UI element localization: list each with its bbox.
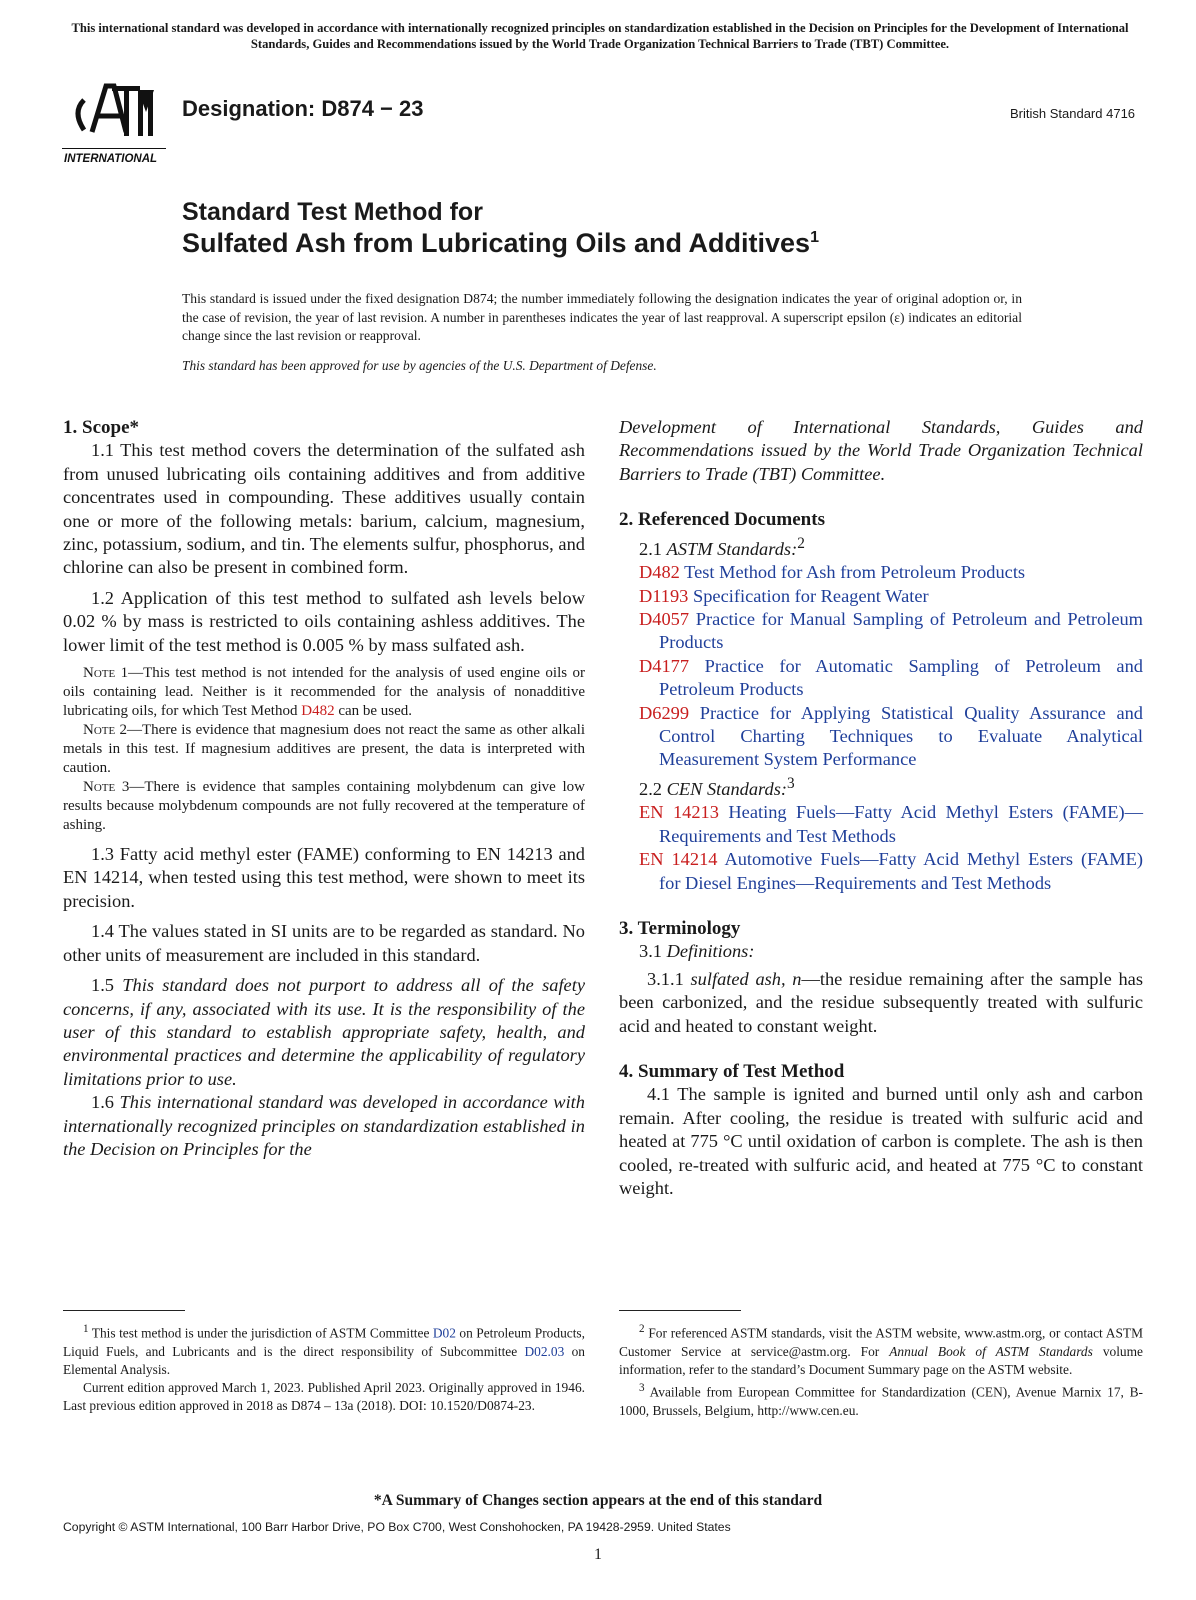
ref-item[interactable]: [639, 608, 1143, 655]
logo-text: INTERNATIONAL: [64, 153, 158, 165]
para-1-6: [63, 1091, 585, 1161]
note-3: [63, 778, 585, 835]
note-1-text-b: can be used.: [334, 703, 413, 720]
cen-ref-code[interactable]: EN 14213: [639, 802, 719, 823]
note-2-label: Note 2: [83, 722, 128, 739]
ref-code[interactable]: D482: [639, 562, 680, 583]
astm-logo: [62, 72, 172, 167]
page-number: 1: [594, 1546, 602, 1563]
subcommittee-link[interactable]: D02.03: [524, 1343, 565, 1359]
issued-text: This standard is issued under the fixed designation D874; the number immediately following the designation indicates the year of original adoption or, in the case of revision, the year of last revision. A number in parentheses indicates the year of last reapproval. A superscript epsilon (ε) indicates an editorial change since the last revision or reapproval.: [182, 291, 1022, 343]
definitions-num: 3.1: [639, 941, 667, 962]
footnote-2-mark: 2: [639, 1323, 645, 1335]
ref-code[interactable]: D6299: [639, 702, 690, 723]
para-4-1: 4.1 The sample is ignited and burned until only ash and carbon remain. After cooling, the residue is treated with sulfuric acid and heated at 775 °C until oxidation of carbon is complete. The ash is then cooled, re-treated with sulfuric acid, and heated at 775 °C to constant weight.: [619, 1084, 1143, 1199]
summary-heading: 4. Summary of Test Method: [619, 1061, 845, 1082]
astm-label-text: ASTM Standards:: [666, 538, 798, 559]
para-1-6-continued: Development of International Standards, Guides and Recommendations issued by the World Trade Organization Technical Barriers to Trade (TBT) Committee.: [619, 417, 1143, 484]
footnote-3-text: Available from European Committee for Standardization (CEN), Avenue Marnix 17, B-1000, Brussels, Belgium, http://www.cen.eu.: [619, 1384, 1143, 1418]
footnotes-right: [619, 1320, 1143, 1420]
astm-standards-label: [619, 532, 1143, 562]
title-footnote-mark: 1: [810, 229, 819, 246]
ref-title[interactable]: Practice for Applying Statistical Quality Assurance and Control Charting Techniques to Evaluate Analytical Measurement System Performance: [659, 702, 1143, 770]
cen-ref-item[interactable]: [639, 848, 1143, 895]
cen-label-text: CEN Standards:: [666, 778, 787, 799]
ref-item[interactable]: [639, 655, 1143, 702]
summary-of-changes-note: *A Summary of Changes section appears at the end of this standard: [373, 1492, 823, 1509]
terminology-heading: 3. Terminology: [619, 917, 741, 939]
left-column: [63, 416, 585, 1168]
title-text: Sulfated Ash from Lubricating Oils and Additives: [182, 228, 811, 258]
footnotes-left: [63, 1320, 585, 1415]
cen-ref-code[interactable]: EN 14214: [639, 849, 718, 870]
scope-heading: 1. Scope*: [63, 417, 139, 438]
ref-code[interactable]: D1193: [639, 585, 689, 606]
cen-ref-title[interactable]: Automotive Fuels—Fatty Acid Methyl Esters (FAME) for Diesel Engines—Requirements and Test Methods: [659, 849, 1143, 893]
para-1-3: 1.3 Fatty acid methyl ester (FAME) conforming to EN 14213 and EN 14214, when tested using this test method, were shown to meet its precision.: [63, 844, 585, 911]
astm-label-num: 2.1: [639, 538, 667, 559]
footnote-1-mark: 1: [83, 1323, 89, 1335]
definitions-label: [619, 940, 1143, 963]
copyright: Copyright © ASTM International, 100 Barr Harbor Drive, PO Box C700, West Conshohocken, PA 19428-2959. United States: [63, 1520, 731, 1534]
definition-term: sulfated ash, n: [690, 968, 802, 989]
ref-title[interactable]: Specification for Reagent Water: [693, 585, 929, 606]
astm-label-sup: 2: [797, 534, 805, 552]
note-2: [63, 721, 585, 778]
committee-link[interactable]: D02: [432, 1325, 456, 1341]
footnote-3-mark: 3: [639, 1382, 645, 1395]
para-1-4: 1.4 The values stated in SI units are to be regarded as standard. No other units of measurement are included in this standard.: [63, 921, 585, 965]
definition-text: —the residue remaining after the sample has been carbonized, and the residue subsequently treated with sulfuric acid and heated to constant weight.: [619, 968, 1143, 1036]
definition-num: 3.1.1: [647, 968, 691, 989]
designation: Designation: D874 − 23: [182, 96, 424, 121]
ref-title[interactable]: Practice for Automatic Sampling of Petroleum and Petroleum Products: [659, 655, 1143, 700]
note-1-text-a: —This test method is not intended for the analysis of used engine oils or oils containing lead. Neither is it recommended for the analysis of nonadditive lubricating oils, for which Test Method: [63, 665, 585, 720]
ref-code[interactable]: D4177: [639, 655, 690, 676]
footnote-rule-right: [619, 1310, 741, 1311]
para-1-5-text: This standard does not purport to address all of the safety concerns, if any, associated with its use. It is the responsibility of the user of this standard to establish appropriate safety, health, and environmental practices and determine the applicability of regulatory limitations prior to use.: [63, 975, 585, 1089]
ref-title[interactable]: Practice for Manual Sampling of Petroleum and Petroleum Products: [659, 608, 1143, 653]
note-1: [63, 664, 585, 721]
footnote-1-text-c: on Elemental Analysis.: [63, 1343, 585, 1377]
para-1-5: [63, 974, 585, 1091]
ref-title[interactable]: Test Method for Ash from Petroleum Products: [684, 562, 1026, 583]
cen-ref-item[interactable]: [639, 801, 1143, 848]
ref-item[interactable]: [639, 585, 1143, 608]
ref-item[interactable]: [639, 561, 1143, 584]
cen-label-sup: 3: [787, 774, 795, 792]
footnote-1: [63, 1320, 585, 1379]
note-1-ref-link[interactable]: D482: [301, 703, 335, 720]
para-1-6-text: This international standard was developed in accordance with internationally recognized principles on standardization established in the Decision on Principles for the: [63, 1092, 585, 1159]
note-3-text: —There is evidence that samples containing molybdenum can give low results because molybdenum compounds are not fully recovered at the temperature of ashing.: [63, 779, 585, 834]
cen-standards-label: [619, 772, 1143, 802]
definition-3-1-1: [619, 968, 1143, 1038]
approved-text: This standard has been approved for use by agencies of the U.S. Department of Defense.: [182, 358, 657, 373]
ref-code[interactable]: D4057: [639, 608, 690, 629]
right-column: [619, 416, 1143, 1207]
cen-label-num: 2.2: [639, 778, 667, 799]
note-3-label: Note 3: [83, 779, 130, 796]
footnote-2-italic: Annual Book of ASTM Standards: [889, 1343, 1093, 1359]
ref-item[interactable]: [639, 702, 1143, 772]
british-standard: British Standard 4716: [1010, 106, 1136, 121]
title-line-1: Standard Test Method for: [182, 198, 483, 226]
para-1-1: 1.1 This test method covers the determination of the sulfated ash from unused lubricating oils containing additives and from additive concentrates used in compounding. These additives usually contain one or more of the following metals: barium, calcium, magnesium, zinc, potassium, sodium, and tin. The elements sulfur, phosphorus, and chlorine can also be present in combined form.: [63, 440, 585, 578]
definitions-text: Definitions:: [666, 941, 755, 962]
footnote-2-text-b: volume information, refer to the standard’s Document Summary page on the ASTM website.: [619, 1343, 1143, 1377]
footnote-3: [619, 1379, 1143, 1420]
footnote-1-text-b: on Petroleum Products, Liquid Fuels, and Lubricants and is the direct responsibility of Subcommittee: [63, 1325, 585, 1359]
title-line-2: [182, 228, 819, 259]
note-1-label: Note 1: [83, 665, 129, 682]
footnote-1-edition: Current edition approved March 1, 2023. Published April 2023. Originally approved in 1946. Last previous edition approved in 2018 as D874 – 13a (2018). DOI: 10.1520/D0874-23.: [63, 1380, 585, 1414]
top-notice: This international standard was developed in accordance with internationally recognized principles on standardization established in the Decision on Principles for the Development of International Standards, Guides and Recommendations issued by the World Trade Organization Technical Barriers to Trade (TBT) Committee.: [71, 21, 1129, 51]
footnote-1-text-a: This test method is under the jurisdiction of ASTM Committee: [88, 1325, 433, 1341]
cen-ref-title[interactable]: Heating Fuels—Fatty Acid Methyl Esters (FAME)—Requirements and Test Methods: [659, 802, 1143, 846]
footnote-2: [619, 1320, 1143, 1379]
para-1-6-num: 1.6: [91, 1092, 120, 1113]
para-1-2: 1.2 Application of this test method to sulfated ash levels below 0.02 % by mass is restricted to oils containing ashless additives. The lower limit of the test method is 0.005 % by mass sulfated ash.: [63, 587, 585, 655]
para-1-5-num: 1.5: [91, 975, 123, 996]
footnote-2-text-a: For referenced ASTM standards, visit the ASTM website, www.astm.org, or contact ASTM Customer Service at service@astm.org. For: [619, 1325, 1143, 1359]
refdocs-heading: 2. Referenced Documents: [619, 509, 825, 531]
footnote-rule-left: [63, 1310, 185, 1311]
note-2-text: —There is evidence that magnesium does not react the same as other alkali metals in this test. If magnesium additives are present, the data is interpreted with caution.: [63, 722, 585, 777]
